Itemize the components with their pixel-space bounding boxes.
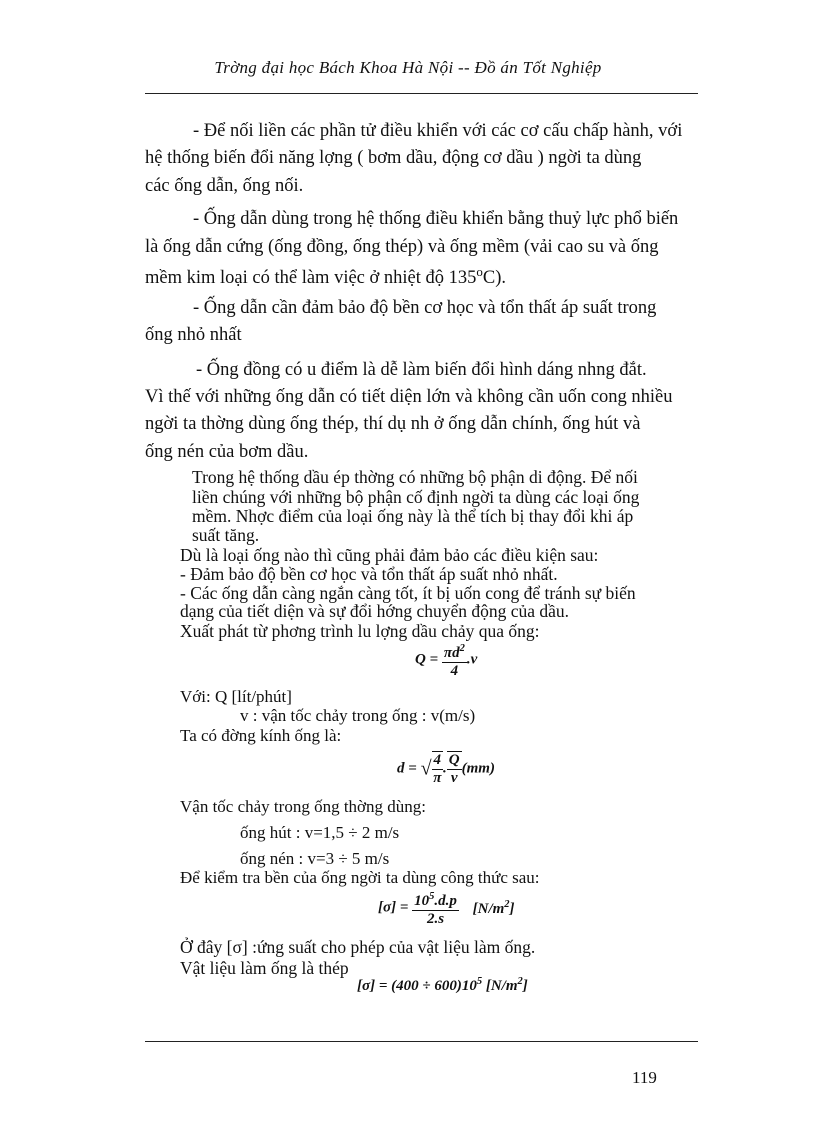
text-line: Ta có đờng kính ống là: — [180, 726, 342, 745]
text-line: suất tăng. — [192, 525, 260, 545]
text-line: - Các ống dẫn càng ngắn càng tốt, ít bị uốn cong để tránh sự biến — [180, 583, 636, 603]
footer-rule — [145, 1041, 698, 1042]
text-line: ống nén của bơm dầu. — [145, 442, 309, 462]
page-header: Trờng đại học Bách Khoa Hà Nội -- Đồ án Tốt Nghiệp — [214, 58, 602, 77]
text-line: - Ống dẫn cần đảm bảo độ bền cơ học và tổn thất áp suất trong — [193, 298, 657, 318]
text-line: Xuất phát từ phơng trình lu lợng dầu chảy qua ống: — [180, 621, 540, 641]
text-line: là ống dẫn cứng (ống đồng, ống thép) và ống mềm (vải cao su và ống — [145, 237, 659, 257]
formula-flow-rate: Q = $\frac{\pi d^2}{4}$ .v — [415, 640, 477, 680]
text-line: ống nén : v=3 ÷ 5 m/s — [240, 849, 390, 868]
text-line: - Ống dẫn dùng trong hệ thống điều khiển bằng thuỷ lực phổ biến — [193, 209, 679, 229]
formula-stress-check: [σ] = $\frac{10^5.d.p}{2.s}$ $[N/m^2]$ — [378, 888, 515, 928]
text-line: Với: Q [lít/phút] — [180, 687, 292, 706]
text-line: ống hút : v=1,5 ÷ 2 m/s — [240, 823, 400, 842]
text-line: - Để nối liền các phần tử điều khiển với các cơ cấu chấp hành, với — [193, 121, 683, 141]
text-line: dạng của tiết diện và sự đổi hớng chuyển động của dầu. — [180, 601, 570, 621]
text-line: các ống dẫn, ống nối. — [145, 176, 304, 196]
text-line: mềm kim loại có thể làm việc ở nhiệt độ 135$^o$C). — [145, 264, 506, 289]
text-line: Vì thế với những ống dẫn có tiết diện lớn và không cần uốn cong nhiều — [145, 387, 673, 407]
text-line: hệ thống biến đổi năng lợng ( bơm dầu, động cơ dầu ) ngời ta dùng — [145, 148, 642, 168]
text-line: Để kiểm tra bền của ống ngời ta dùng công thức sau: — [180, 868, 540, 887]
text-line: v : vận tốc chảy trong ống : v(m/s) — [240, 706, 476, 725]
header-rule — [145, 93, 698, 94]
text-line: Dù là loại ống nào thì cũng phải đảm bảo các điều kiện sau: — [180, 545, 599, 565]
text-line: liền chúng với những bộ phận cố định ngời ta dùng các loại ống — [192, 487, 640, 507]
text-line: ngời ta thờng dùng ống thép, thí dụ nh ở ống dẫn chính, ống hút và — [145, 414, 641, 434]
text-line: Trong hệ thống dầu ép thờng có những bộ phận di động. Để nối — [192, 467, 638, 487]
text-line: Ở đây [σ] :ứng suất cho phép của vật liệu làm ống. — [180, 937, 536, 957]
text-line: Vận tốc chảy trong ống thờng dùng: — [180, 797, 427, 816]
text-line: mềm. Nhợc điểm của loại ống này là thể tích bị thay đổi khi áp — [192, 506, 634, 526]
text-line: - Đảm bảo độ bền cơ học và tổn thất áp suất nhỏ nhất. — [180, 564, 558, 584]
text-line: - Ống đồng có u điểm là dễ làm biến đổi hình dáng nhng đắt. — [196, 360, 647, 380]
formula-allowable-stress: $[\sigma] = (400 \div 600)10^5$ $[N/m^2]$ — [357, 976, 528, 994]
text-line: ống nhỏ nhất — [145, 325, 242, 345]
text-line: Vật liệu làm ống là thép — [180, 958, 349, 978]
page-number: 119 — [632, 1068, 657, 1087]
formula-diameter: d = √ $\frac{4}{\pi}$ . $\frac{Q}{v}$ (mm) — [397, 752, 495, 786]
